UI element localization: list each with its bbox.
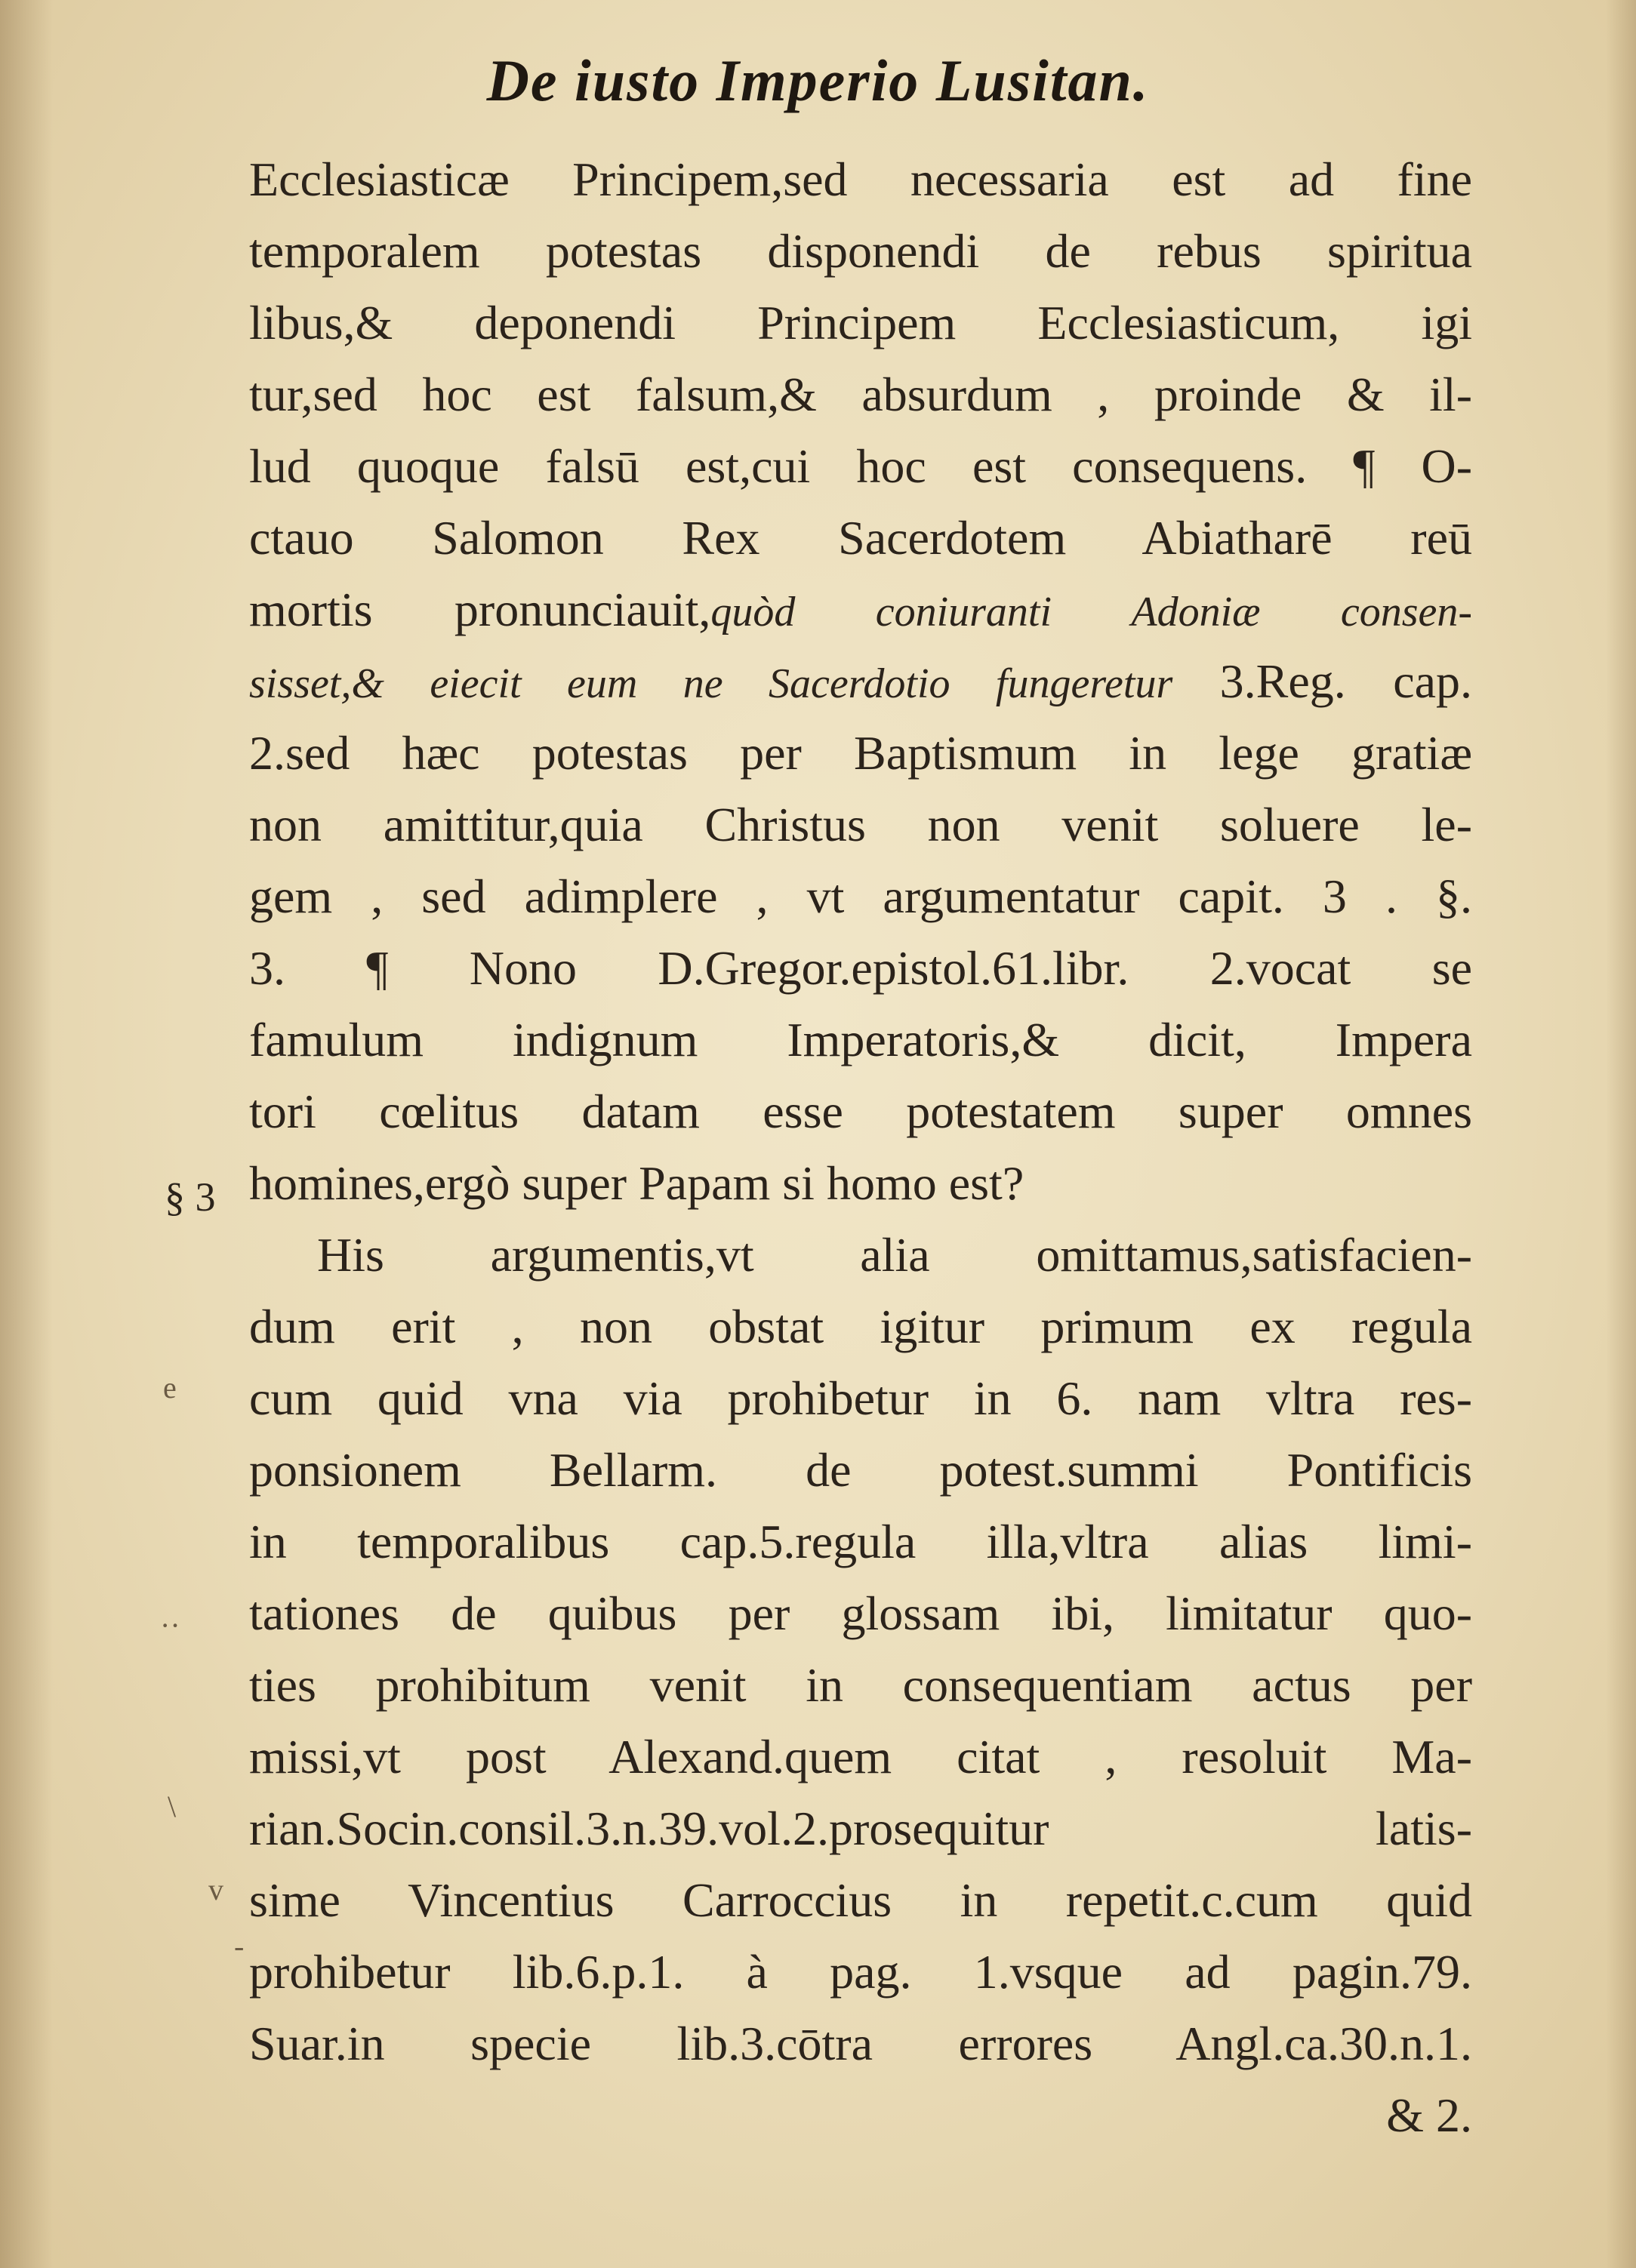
text-line: 3. ¶ Nono D.Gregor.epistol.61.libr. 2.vocat se [249,941,1472,995]
text-line [249,574,1472,645]
text-line: tur,sed hoc est falsum,& absurdum , proinde & il- [249,368,1472,421]
text-line: Suar.in specie lib.3.cōtra errores Angl.ca.30.n.1. [249,2017,1472,2070]
text-line: gem , sed adimplere , vt argumentatur capit. 3 . §. [249,869,1472,923]
text-line: libus,& deponendi Principem Ecclesiasticum, igi [249,296,1472,349]
italic-quote: sisset,& eiecit eum ne Sacerdotio fungeretur [249,660,1173,707]
text-line: tori cœlitus datam esse potestatem super omnes [249,1085,1472,1138]
margin-section-mark: § 3 [165,1174,216,1220]
stray-mark: v [208,1873,223,1906]
text-line: ties prohibitum venit in consequentiam actus per [249,1658,1472,1712]
text-line: His argumentis,vt alia omittamus,satisfacien- [317,1228,1472,1282]
text-line: sime Vincentius Carroccius in repetit.c.cum quid [249,1873,1472,1927]
text-line: lud quoque falsū est,cui hoc est consequens. ¶ O- [249,439,1472,493]
text-line: rian.Socin.consil.3.n.39.vol.2.prosequitur latis- [249,1802,1472,1855]
citation: 3.Reg. cap. [1172,654,1473,708]
italic-quote: quòd coniuranti Adoniæ consen- [710,589,1472,635]
text-line: temporalem potestas disponendi de rebus spiritua [249,224,1472,278]
stray-mark: \ [168,1789,177,1823]
text-line: ctauo Salomon Rex Sacerdotem Abiatharē reū [249,511,1472,565]
running-head: De iusto Imperio Lusitan. [486,48,1150,113]
body-text [249,143,1472,2151]
text-line: 2.sed hæc potestas per Baptismum in lege gratiæ [249,726,1472,780]
text-line: tationes de quibus per glossam ibi, limitatur quo- [249,1586,1472,1640]
text-line: prohibetur lib.6.p.1. à pag. 1.vsque ad pagin.79. [249,1945,1472,1999]
stray-mark: ·· [160,1608,180,1642]
roman-text: mortis pronunciauit, [249,583,711,636]
text-line: homines,ergò super Papam si homo est? [249,1156,1024,1210]
text-line [249,645,1472,717]
text-line: Ecclesiasticæ Principem,sed necessaria est ad fine [249,152,1472,206]
text-line: dum erit , non obstat igitur primum ex regula [249,1300,1472,1353]
stray-mark: - [234,1929,245,1963]
text-line: famulum indignum Imperatoris,& dicit, Impera [249,1013,1472,1066]
stray-mark: e [163,1371,177,1405]
text-line: cum quid vna via prohibetur in 6. nam vltra res- [249,1371,1472,1425]
text-line: & 2. [1386,2088,1472,2142]
text-line: in temporalibus cap.5.regula illa,vltra alias limi- [249,1515,1472,1568]
text-line: ponsionem Bellarm. de potest.summi Pontificis [249,1443,1472,1497]
text-line: missi,vt post Alexand.quem citat , resoluit Ma- [249,1730,1472,1783]
text-line: non amittitur,quia Christus non venit soluere le- [249,798,1472,851]
